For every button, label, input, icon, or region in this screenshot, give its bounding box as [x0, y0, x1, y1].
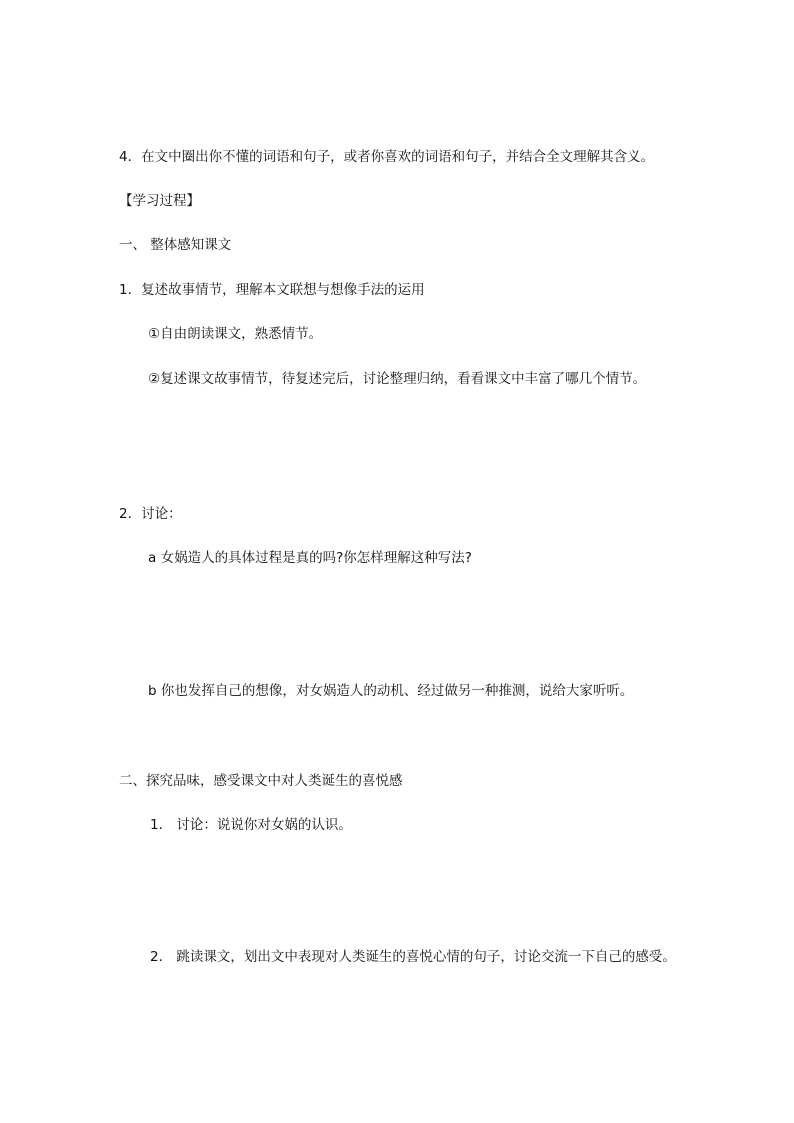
section-1-item-1: 1．复述故事情节，理解本文联想与想像手法的运用: [119, 282, 425, 298]
section-2-item-2: 2． 跳读课文，划出文中表现对人类诞生的喜悦心情的句子，讨论交流一下自己的感受。: [150, 949, 676, 965]
section-1-item-1-sub-1: ①自由朗读课文，熟悉情节。: [148, 326, 323, 342]
section-1-item-2: 2．讨论：: [119, 506, 182, 522]
section-1-heading: 一、 整体感知课文: [119, 237, 232, 253]
section-2-heading: 二、探究品味，感受课文中对人类诞生的喜悦感: [119, 773, 403, 789]
section-1-item-2-a: a 女娲造人的具体过程是真的吗?你怎样理解这种写法?: [148, 550, 472, 566]
section-1-item-1-sub-2: ②复述课文故事情节，待复述完后，讨论整理归纳，看看课文中丰富了哪几个情节。: [148, 371, 647, 387]
instruction-4: 4．在文中圈出你不懂的词语和句子，或者你喜欢的词语和句子，并结合全文理解其含义。: [119, 149, 655, 165]
section-1-item-2-b: b 你也发挥自己的想像，对女娲造人的动机、经过做另一种推测，说给大家听听。: [148, 683, 634, 699]
section-2-item-1: 1． 讨论：说说你对女娲的认识。: [150, 817, 352, 833]
learning-process-heading: 【学习过程】: [119, 193, 200, 209]
